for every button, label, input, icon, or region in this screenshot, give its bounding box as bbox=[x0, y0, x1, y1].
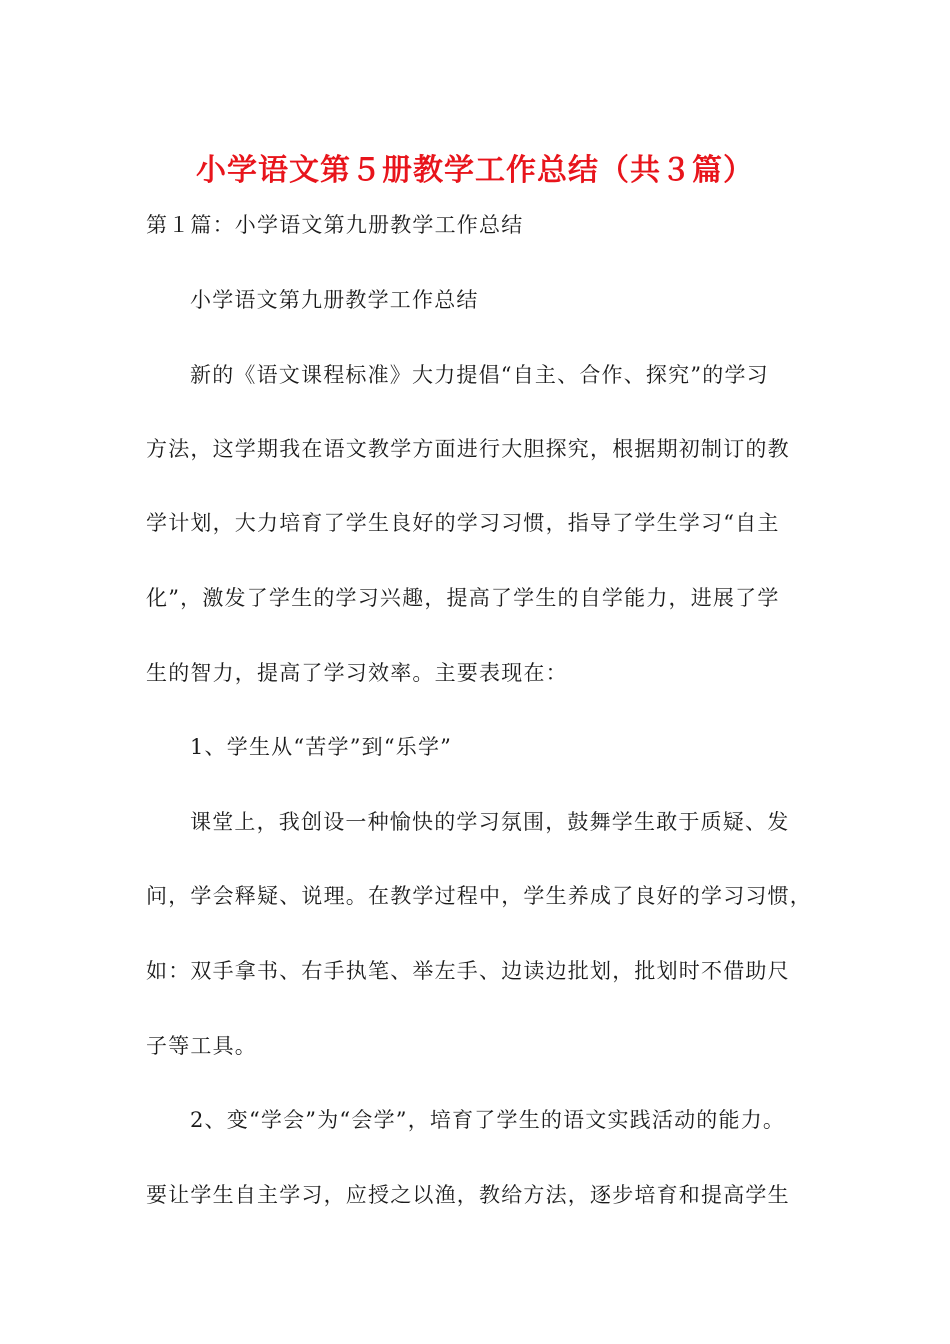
paragraph-line: 生的智力，提高了学习效率。主要表现在： bbox=[146, 661, 568, 685]
paragraph-line: 学计划，大力培育了学生良好的学习习惯，指导了学生学习“自主 bbox=[146, 511, 780, 535]
paragraph-line: 要让学生自主学习，应授之以渔，教给方法，逐步培育和提高学生 bbox=[146, 1183, 790, 1207]
paragraph-line: 方法，这学期我在语文教学方面进行大胆探究，根据期初制订的教 bbox=[146, 437, 790, 461]
paragraph-line: 2、变“学会”为“会学”，培育了学生的语文实践活动的能力。 bbox=[190, 1108, 786, 1132]
section-heading: 第１篇：小学语文第九册教学工作总结 bbox=[146, 213, 524, 237]
paragraph-line: 1、学生从“苦学”到“乐学” bbox=[190, 735, 453, 759]
paragraph-line: 小学语文第九册教学工作总结 bbox=[190, 288, 479, 312]
paragraph-line: 子等工具。 bbox=[146, 1034, 257, 1058]
document-title: 小学语文第５册教学工作总结（共３篇） bbox=[196, 153, 754, 188]
paragraph-line: 如：双手拿书、右手执笔、举左手、边读边批划，批划时不借助尺 bbox=[146, 959, 790, 983]
paragraph-line: 课堂上，我创设一种愉快的学习氛围，鼓舞学生敢于质疑、发 bbox=[190, 810, 790, 834]
paragraph-line: 新的《语文课程标准》大力提倡“自主、合作、探究”的学习 bbox=[190, 363, 769, 387]
paragraph-line: 问，学会释疑、说理。在教学过程中，学生养成了良好的学习习惯， bbox=[146, 884, 812, 908]
paragraph-line: 化”，激发了学生的学习兴趣，提高了学生的自学能力，进展了学 bbox=[146, 586, 780, 610]
